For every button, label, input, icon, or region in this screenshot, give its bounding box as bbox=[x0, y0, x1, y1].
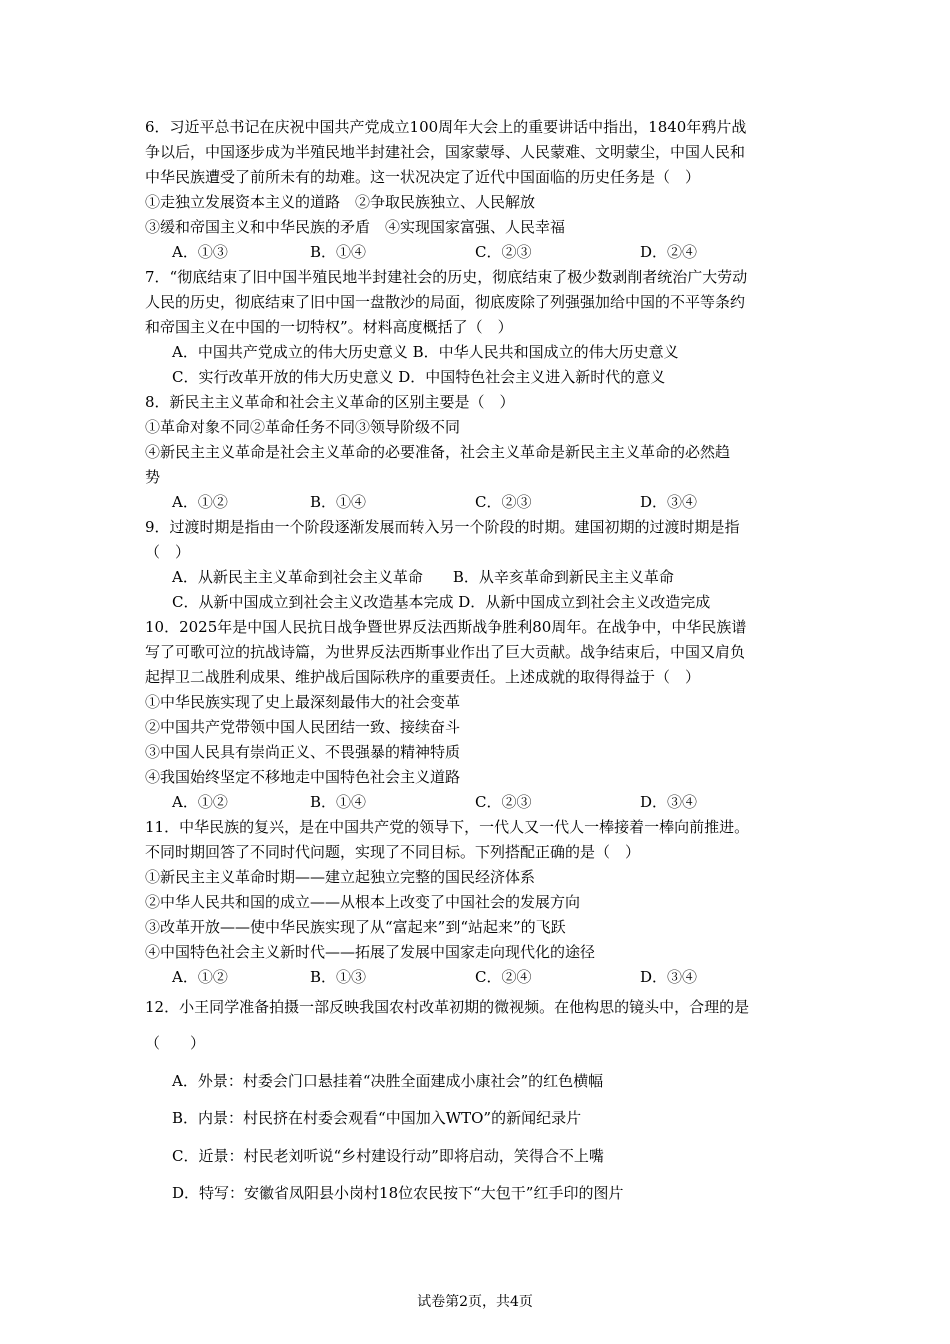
q8-option-d: D．③④ bbox=[640, 493, 698, 511]
q8-item: 势 bbox=[145, 468, 161, 486]
q8-option-a: A．①② bbox=[172, 493, 228, 511]
q9-stem-line: 9．过渡时期是指由一个阶段逐渐发展而转入另一个阶段的时期。建国初期的过渡时期是指 bbox=[145, 518, 740, 536]
q11-option-c: C．②④ bbox=[475, 968, 532, 986]
q6-stem-line: 中华民族遭受了前所未有的劫难。这一状况决定了近代中国面临的历史任务是（ ） bbox=[145, 168, 701, 186]
q11-stem-line: 不同时期回答了不同时代问题，实现了不同目标。下列搭配正确的是（ ） bbox=[145, 843, 641, 861]
q6-option-a: A．①③ bbox=[172, 243, 228, 261]
q9-options-line: A．从新民主主义革命到社会主义革命 B．从辛亥革命到新民主主义革命 bbox=[172, 568, 674, 586]
q8-option-c: C．②③ bbox=[475, 493, 532, 511]
q8-stem-line: 8．新民主主义革命和社会主义革命的区别主要是（ ） bbox=[145, 393, 515, 411]
q6-item: ①走独立发展资本主义的道路 ②争取民族独立、人民解放 bbox=[145, 193, 536, 211]
q7-stem-line: 和帝国主义在中国的一切特权”。材料高度概括了（ ） bbox=[145, 318, 513, 336]
q11-option-d: D．③④ bbox=[640, 968, 698, 986]
q6-item: ③缓和帝国主义和中华民族的矛盾 ④实现国家富强、人民幸福 bbox=[145, 218, 566, 236]
q7-stem-line: 7．“彻底结束了旧中国半殖民地半封建社会的历史，彻底结束了极少数剥削者统治广大劳动 bbox=[145, 268, 748, 286]
q12-stem-line: 12．小王同学准备拍摄一部反映我国农村改革初期的微视频。在他构思的镜头中，合理的是 bbox=[145, 998, 750, 1016]
q6-stem-line: 争以后，中国逐步成为半殖民地半封建社会，国家蒙辱、人民蒙难、文明蒙尘，中国人民和 bbox=[145, 143, 746, 161]
q10-stem-line: 10．2025年是中国人民抗日战争暨世界反法西斯战争胜利80周年。在战争中，中华民族谱 bbox=[145, 618, 747, 636]
q10-stem-line: 起捍卫二战胜利成果、维护战后国际秩序的重要责任。上述成就的取得得益于（ ） bbox=[145, 668, 701, 686]
q8-item: ④新民主主义革命是社会主义革命的必要准备，社会主义革命是新民主主义革命的必然趋 bbox=[145, 443, 731, 461]
q8-item: ①革命对象不同②革命任务不同③领导阶级不同 bbox=[145, 418, 461, 436]
q10-item: ④我国始终坚定不移地走中国特色社会主义道路 bbox=[145, 768, 461, 786]
page-footer: 试卷第2页，共4页 bbox=[417, 1294, 533, 1310]
q10-option-a: A．①② bbox=[172, 793, 228, 811]
q10-option-c: C．②③ bbox=[475, 793, 532, 811]
q11-item: ①新民主主义革命时期——建立起独立完整的国民经济体系 bbox=[145, 868, 536, 886]
q12-stem-line: （ ） bbox=[145, 1034, 206, 1052]
q11-option-b: B．①③ bbox=[310, 968, 367, 986]
q6-option-d: D．②④ bbox=[640, 243, 698, 261]
q10-item: ②中国共产党带领中国人民团结一致、接续奋斗 bbox=[145, 718, 461, 736]
q6-option-b: B．①④ bbox=[310, 243, 367, 261]
q12-option-a: A．外景：村委会门口悬挂着“决胜全面建成小康社会”的红色横幅 bbox=[172, 1072, 604, 1090]
q9-stem-line: （ ） bbox=[145, 543, 191, 561]
q12-option-b: B．内景：村民挤在村委会观看“中国加入WTO”的新闻纪录片 bbox=[172, 1109, 582, 1127]
q9-options-line: C．从新中国成立到社会主义改造基本完成 D．从新中国成立到社会主义改造完成 bbox=[172, 593, 711, 611]
q11-item: ②中华人民共和国的成立——从根本上改变了中国社会的发展方向 bbox=[145, 893, 581, 911]
q7-options-line: C．实行改革开放的伟大历史意义 D．中国特色社会主义进入新时代的意义 bbox=[172, 368, 666, 386]
q6-stem-line: 6．习近平总书记在庆祝中国共产党成立100周年大会上的重要讲话中指出，1840年鸦片战 bbox=[145, 118, 747, 136]
q7-stem-line: 人民的历史，彻底结束了旧中国一盘散沙的局面，彻底废除了列强强加给中国的不平等条约 bbox=[145, 293, 746, 311]
q10-option-b: B．①④ bbox=[310, 793, 367, 811]
q8-option-b: B．①④ bbox=[310, 493, 367, 511]
q11-stem-line: 11．中华民族的复兴，是在中国共产党的领导下，一代人又一代人一棒接着一棒向前推进。 bbox=[145, 818, 750, 836]
q10-item: ③中国人民具有崇尚正义、不畏强暴的精神特质 bbox=[145, 743, 461, 761]
q12-option-c: C．近景：村民老刘听说“乡村建设行动”即将启动，笑得合不上嘴 bbox=[172, 1147, 604, 1165]
q11-item: ④中国特色社会主义新时代——拓展了发展中国家走向现代化的途径 bbox=[145, 943, 596, 961]
q6-option-c: C．②③ bbox=[475, 243, 532, 261]
q10-option-d: D．③④ bbox=[640, 793, 698, 811]
q7-options-line: A．中国共产党成立的伟大历史意义 B．中华人民共和国成立的伟大历史意义 bbox=[172, 343, 679, 361]
q10-item: ①中华民族实现了史上最深刻最伟大的社会变革 bbox=[145, 693, 461, 711]
q12-option-d: D．特写：安徽省凤阳县小岗村18位农民按下“大包干”红手印的图片 bbox=[172, 1184, 624, 1202]
q11-item: ③改革开放——使中华民族实现了从“富起来”到“站起来”的飞跃 bbox=[145, 918, 566, 936]
q10-stem-line: 写了可歌可泣的抗战诗篇，为世界反法西斯事业作出了巨大贡献。战争结束后，中国又肩负 bbox=[145, 643, 746, 661]
q11-option-a: A．①② bbox=[172, 968, 228, 986]
